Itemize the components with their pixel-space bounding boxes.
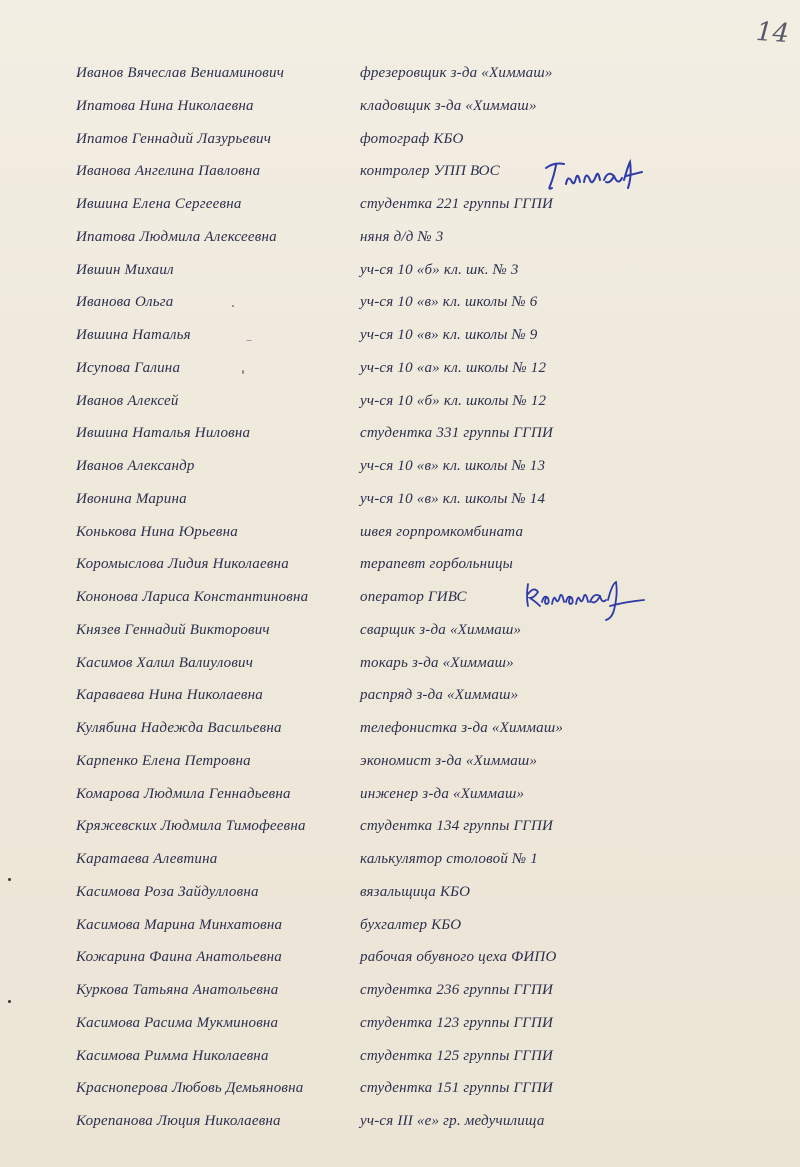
roster-row <box>0 943 800 976</box>
person-name: Касимова Расима Мукминовна <box>76 1014 279 1031</box>
roster-row <box>0 616 800 649</box>
roster-row <box>0 714 800 747</box>
paper-speck <box>232 305 234 307</box>
page-number: 14 <box>754 16 791 50</box>
roster-row <box>0 190 800 223</box>
roster-row <box>0 911 800 944</box>
person-name: Кононова Лариса Константиновна <box>76 589 309 605</box>
person-occupation: терапевт горбольницы <box>360 556 514 573</box>
person-name: Князев Геннадий Викторович <box>76 621 270 638</box>
roster-row <box>0 223 800 256</box>
person-occupation: студентка 331 группы ГГПИ <box>360 425 554 442</box>
person-name: Иванова Ангелина Павловна <box>76 163 261 180</box>
person-occupation: студентка 134 группы ГГПИ <box>360 818 554 835</box>
roster-row <box>0 976 800 1009</box>
person-name: Куркова Татьяна Анатольевна <box>76 982 279 998</box>
person-name: Касимова Роза Зайдулловна <box>76 883 259 900</box>
person-name: Ившина Наталья Ниловна <box>76 425 251 442</box>
person-name: Исупова Галина <box>76 359 181 376</box>
person-name: Ипатов Геннадий Лазурьевич <box>76 130 272 147</box>
person-name: Кожарина Фаина Анатольевна <box>76 949 282 966</box>
person-occupation: рабочая обувного цеха ФИПО <box>360 949 557 966</box>
person-name: Ивонина Марина <box>76 490 187 507</box>
signature-ivanova <box>540 156 650 196</box>
roster-row <box>0 288 800 321</box>
person-occupation: уч-ся III «е» гр. медучилища <box>360 1113 545 1129</box>
person-occupation: распряд з-да «Химмаш» <box>360 687 519 704</box>
roster-row <box>0 583 800 616</box>
person-name: Караваева Нина Николаевна <box>76 687 263 704</box>
person-occupation: кладовщик з-да «Химмаш» <box>360 97 537 114</box>
person-occupation: няня д/д № 3 <box>360 228 444 245</box>
person-name: Каратаева Алевтина <box>76 851 218 867</box>
person-occupation: студентка 125 группы ГГПИ <box>360 1047 554 1064</box>
roster-row <box>0 59 800 92</box>
roster-list <box>0 59 800 1140</box>
roster-row <box>0 452 800 485</box>
person-name: Касимова Марина Минхатовна <box>76 916 283 933</box>
roster-row <box>0 157 800 190</box>
person-name: Касимов Халил Валиулович <box>76 654 254 671</box>
person-occupation: студентка 221 группы ГГПИ <box>360 196 554 212</box>
paper-speck <box>8 1000 11 1003</box>
person-name: Ипатова Людмила Алексеевна <box>76 228 277 245</box>
person-occupation: экономист з-да «Химмаш» <box>360 752 538 769</box>
roster-row <box>0 845 800 878</box>
person-occupation: фотограф КБО <box>360 130 464 147</box>
roster-row <box>0 387 800 420</box>
roster-row <box>0 125 800 158</box>
person-name: Иванова Ольга <box>76 294 174 311</box>
roster-row <box>0 780 800 813</box>
person-occupation: уч-ся 10 «в» кл. школы № 6 <box>360 294 538 311</box>
person-occupation: фрезеровщик з-да «Химмаш» <box>360 65 553 81</box>
roster-row <box>0 485 800 518</box>
paper-speck <box>8 878 11 881</box>
paper-speck <box>242 370 244 374</box>
person-occupation: вязальщица КБО <box>360 883 471 900</box>
roster-row <box>0 747 800 780</box>
person-occupation: уч-ся 10 «б» кл. школы № 12 <box>360 392 547 409</box>
signature-kononova <box>520 576 650 626</box>
person-name: Коромыслова Лидия Николаевна <box>76 556 289 573</box>
roster-row <box>0 354 800 387</box>
person-name: Ившин Михаил <box>76 261 174 278</box>
person-name: Ившина Наталья <box>76 327 191 343</box>
person-name: Конькова Нина Юрьевна <box>76 523 238 540</box>
roster-row <box>0 649 800 682</box>
person-occupation: токарь з-да «Химмаш» <box>360 654 514 671</box>
roster-row <box>0 1074 800 1107</box>
roster-row <box>0 1042 800 1075</box>
person-name: Комарова Людмила Геннадьевна <box>76 785 291 802</box>
person-occupation: студентка 151 группы ГГПИ <box>360 1080 554 1097</box>
person-occupation: студентка 123 группы ГГПИ <box>360 1014 554 1031</box>
roster-row <box>0 419 800 452</box>
person-name: Иванов Вячеслав Вениаминович <box>76 65 285 81</box>
person-occupation: сварщик з-да «Химмаш» <box>360 621 522 638</box>
person-occupation: инженер з-да «Химмаш» <box>360 785 525 802</box>
roster-row <box>0 681 800 714</box>
person-name: Кряжевских Людмила Тимофеевна <box>76 818 306 835</box>
person-name: Иванов Алексей <box>76 392 179 409</box>
person-occupation: уч-ся 10 «а» кл. школы № 12 <box>360 359 547 376</box>
paper-speck <box>246 340 252 341</box>
person-occupation: уч-ся 10 «б» кл. шк. № 3 <box>360 261 519 278</box>
person-name: Красноперова Любовь Демьяновна <box>76 1080 304 1097</box>
person-name: Иванов Александр <box>76 458 195 474</box>
person-name: Корепанова Люция Николаевна <box>76 1113 281 1129</box>
person-name: Карпенко Елена Петровна <box>76 752 251 769</box>
person-occupation: уч-ся 10 «в» кл. школы № 14 <box>360 490 546 507</box>
person-occupation: калькулятор столовой № 1 <box>360 851 538 867</box>
roster-row <box>0 256 800 289</box>
person-occupation: швея горпромкомбината <box>360 523 524 540</box>
roster-row <box>0 1107 800 1140</box>
roster-row <box>0 92 800 125</box>
roster-row <box>0 550 800 583</box>
roster-row <box>0 518 800 551</box>
person-name: Касимова Римма Николаевна <box>76 1047 269 1064</box>
person-occupation: уч-ся 10 «в» кл. школы № 9 <box>360 327 538 343</box>
person-name: Ившина Елена Сергеевна <box>76 196 242 212</box>
roster-row <box>0 812 800 845</box>
person-occupation: студентка 236 группы ГГПИ <box>360 982 554 998</box>
roster-row <box>0 321 800 354</box>
person-name: Кулябина Надежда Васильевна <box>76 720 282 736</box>
person-occupation: бухгалтер КБО <box>360 916 462 933</box>
roster-row <box>0 1009 800 1042</box>
person-occupation: оператор ГИВС <box>360 589 467 605</box>
person-occupation: контролер УПП ВОС <box>360 163 500 180</box>
person-occupation: телефонистка з-да «Химмаш» <box>360 720 564 736</box>
roster-row <box>0 878 800 911</box>
person-name: Ипатова Нина Николаевна <box>76 97 254 114</box>
person-occupation: уч-ся 10 «в» кл. школы № 13 <box>360 458 546 474</box>
